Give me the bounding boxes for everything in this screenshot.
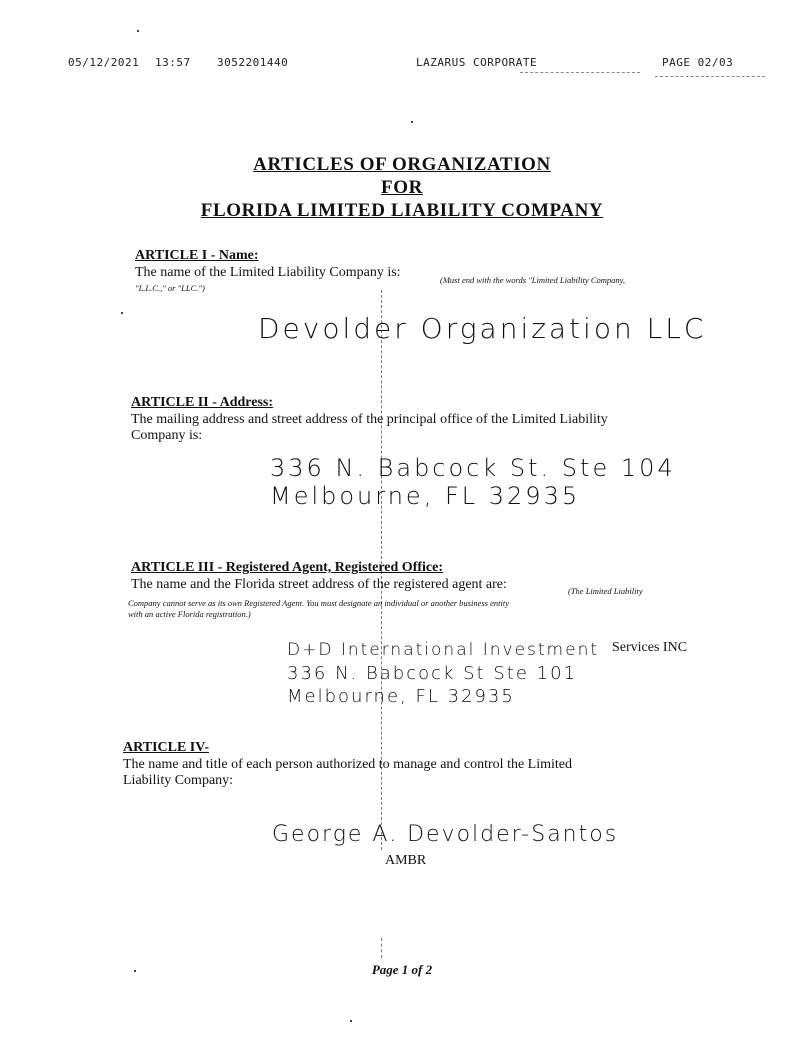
manager-title: AMBR (385, 853, 427, 868)
article1-note: (Must end with the words "Limited Liability Company, (440, 275, 626, 285)
fax-date: 05/12/2021 (68, 56, 140, 69)
handwritten-address-line1: 336 N. Babcock St. Ste 104 (270, 454, 676, 482)
scan-speck (137, 30, 139, 32)
article4-text: The name and title of each person authorized to manage and control the Limited (123, 757, 572, 772)
handwritten-agent-address1: 336 N. Babcock St Ste 101 (287, 663, 578, 684)
scan-speck (411, 121, 413, 123)
scan-artifact (520, 72, 640, 73)
article1-note: "L.L.C.," or "LLC.") (135, 283, 205, 293)
handwritten-agent-address2: Melbourne, FL 32935 (287, 686, 515, 707)
page-number: Page 1 of 2 (371, 962, 433, 977)
article4-heading: ARTICLE IV- (123, 740, 209, 755)
fold-line (381, 938, 382, 958)
handwritten-company-name: Devolder Organization LLC (258, 312, 707, 345)
article4-text: Liability Company: (123, 773, 234, 788)
article1-text: The name of the Limited Liability Company is: (135, 265, 401, 280)
fax-page: PAGE 02/03 (662, 56, 734, 69)
fax-sender: LAZARUS CORPORATE (416, 56, 538, 69)
doc-title-line3: FLORIDA LIMITED LIABILITY COMPANY (200, 200, 604, 221)
doc-title-line1: ARTICLES OF ORGANIZATION (253, 154, 551, 175)
article3-heading: ARTICLE III - Registered Agent, Registered Office: (131, 560, 443, 575)
scan-artifact (655, 76, 765, 77)
handwritten-address-line2: Melbourne, FL 32935 (270, 482, 581, 510)
article2-heading: ARTICLE II - Address: (131, 395, 274, 410)
article2-text: Company is: (131, 428, 203, 443)
fax-phone: 3052201440 (217, 56, 289, 69)
article3-note: with an active Florida registration.) (128, 609, 251, 619)
article2-text: The mailing address and street address of the principal office of the Limited Liability (131, 412, 608, 427)
article3-note: Company cannot serve as its own Registered Agent. You must designate an individual or another business entity (128, 598, 509, 608)
article3-text: The name and the Florida street address of the registered agent are: (131, 577, 507, 592)
article1-heading: ARTICLE I - Name: (135, 248, 259, 263)
scan-speck (134, 970, 136, 972)
scan-speck (121, 312, 123, 314)
agent-typed-suffix: Services INC (612, 640, 688, 655)
handwritten-agent-name: D+D International Investment (287, 640, 600, 660)
handwritten-manager-name: George A. Devolder-Santos (272, 822, 619, 847)
fax-time: 13:57 (155, 56, 191, 69)
scan-speck (350, 1020, 352, 1022)
doc-title-line2: FOR (381, 177, 423, 198)
article3-note: (The Limited Liability (568, 586, 643, 596)
